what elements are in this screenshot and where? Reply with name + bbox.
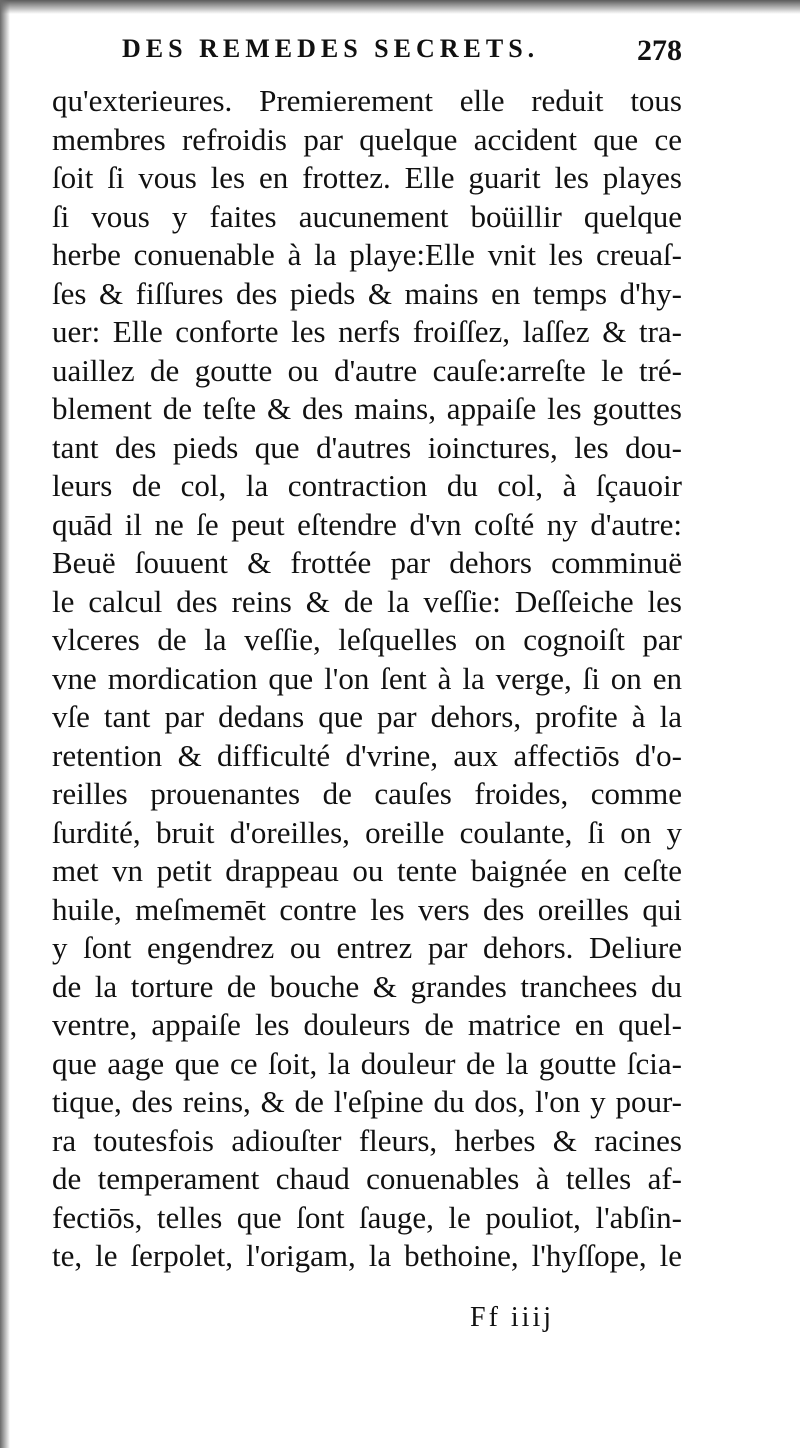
text-line: ſes & fiſſures des pieds & mains en temps d'hy-	[52, 275, 682, 311]
text-line: leurs de col, la contraction du col, à ſçauoir	[52, 468, 682, 503]
text-line: de temperament chaud conuenables à telles af-	[52, 1161, 682, 1196]
text-line: tique, des reins, & de l'eſpine du dos, l'on y pour-	[52, 1084, 682, 1119]
running-head	[122, 34, 682, 78]
text-line: quād il ne ſe peut eſtendre d'vn coſté ny d'autre:	[52, 506, 682, 542]
text-line: huile, meſmemēt contre les vers des oreilles qui	[52, 891, 682, 927]
text-line: vne mordication que l'on ſent à la verge, ſi on en	[52, 660, 682, 696]
text-line: membres refroidis par quelque accident que ce	[52, 121, 682, 157]
body-text	[52, 82, 682, 1276]
text-line: te, le ſerpolet, l'origam, la bethoine, l'hyſſope, le	[52, 1238, 682, 1273]
text-line: herbe conuenable à la playe:Elle vnit les creuaſ-	[52, 237, 682, 272]
text-line: le calcul des reins & de la veſſie: Deſſeiche les	[52, 583, 682, 619]
text-line: que aage que ce ſoit, la douleur de la goutte ſcia-	[52, 1045, 682, 1081]
text-line: ſi vous y faites aucunement boüillir quelque	[52, 198, 682, 234]
text-line: de la torture de bouche & grandes tranchees du	[52, 968, 682, 1004]
scan-shadow-top	[0, 0, 800, 14]
text-line: ra toutesfois adiouſter fleurs, herbes & racines	[52, 1122, 682, 1158]
text-line: met vn petit drappeau ou tente baignée en ceſte	[52, 853, 682, 888]
text-line: fectiōs, telles que ſont ſauge, le pouliot, l'abſin-	[52, 1199, 682, 1235]
scan-shadow-left	[0, 0, 10, 1448]
text-line: blement de teſte & des mains, appaiſe les gouttes	[52, 391, 682, 426]
text-line: Beuë ſouuent & frottée par dehors comminuë	[52, 545, 682, 580]
text-line: y ſont engendrez ou entrez par dehors. Deliure	[52, 930, 682, 965]
text-line: vlceres de la veſſie, leſquelles on cognoiſt par	[52, 622, 682, 657]
text-line: vſe tant par dedans que par dehors, profite à la	[52, 699, 682, 734]
text-line: tant des pieds que d'autres ioinctures, les dou-	[52, 429, 682, 465]
running-title: DES REMEDES SECRETS.	[122, 34, 540, 63]
text-line: retention & difficulté d'vrine, aux affectiōs d'o-	[52, 737, 682, 773]
signature-mark: Ff iiij	[470, 1302, 555, 1333]
text-line: ventre, appaiſe les douleurs de matrice en quel-	[52, 1007, 682, 1042]
text-line: ſurdité, bruit d'oreilles, oreille coulante, ſi on y	[52, 814, 682, 850]
text-line: qu'exterieures. Premierement elle reduit tous	[52, 83, 682, 118]
text-line: ſoit ſi vous les en frottez. Elle guarit les playes	[52, 160, 682, 195]
text-line: uaillez de goutte ou d'autre cauſe:arreſte le tré-	[52, 352, 682, 388]
page-number: 278	[637, 34, 682, 67]
text-line: uer: Elle conforte les nerfs froiſſez, laſſez & tra-	[52, 314, 682, 349]
text-line: reilles prouenantes de cauſes froides, comme	[52, 776, 682, 811]
